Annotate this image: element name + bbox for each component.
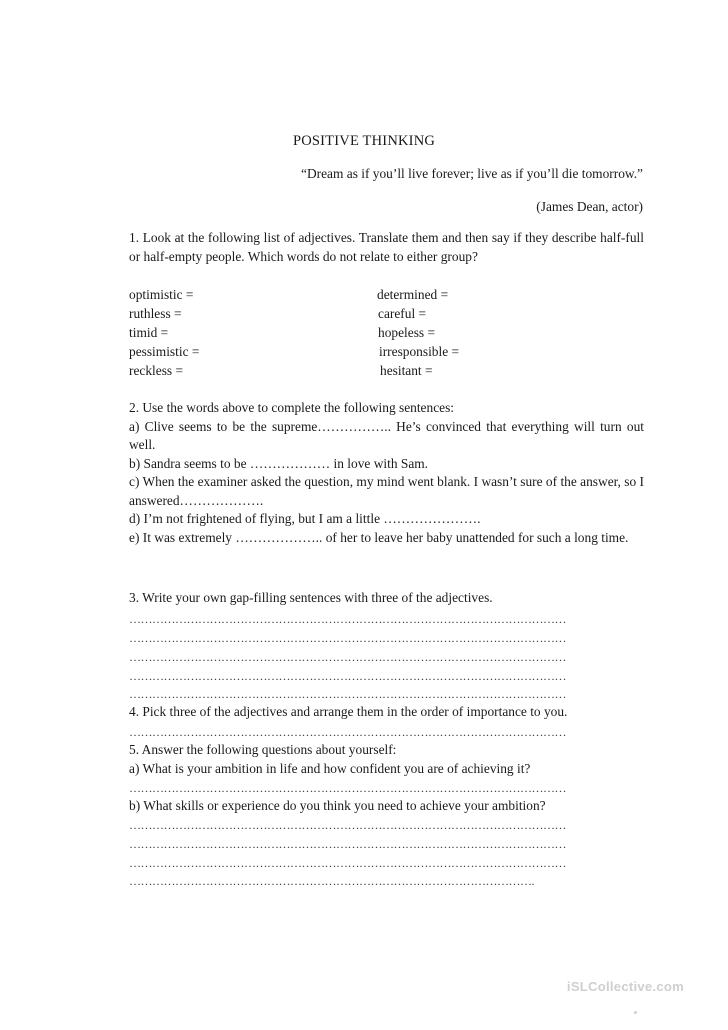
adjective-item: pessimistic = bbox=[129, 344, 200, 359]
exercise-5 bbox=[129, 741, 644, 778]
adjective-item: hopeless = bbox=[378, 325, 436, 340]
adjective-item: timid = bbox=[129, 325, 169, 340]
adjective-item: careful = bbox=[378, 306, 427, 321]
answer-line[interactable]: …………………………………………………………………………………………………… bbox=[129, 818, 566, 832]
exercise-1-instructions: 1. Look at the following list of adjectives. Translate them and then say if they describe half-full or half-empty people. Which words do not relate to either group? bbox=[129, 230, 644, 264]
answer-line[interactable]: ……………………………………………………………………………………………. bbox=[129, 874, 534, 888]
answer-line[interactable]: …………………………………………………………………………………………………… bbox=[129, 650, 566, 664]
sentence-b: b) Sandra seems to be ……………… in love with Sam. bbox=[129, 455, 429, 471]
quote: “Dream as if you’ll live forever; live as if you’ll die tomorrow.” bbox=[301, 166, 643, 181]
adjective-item: optimistic = bbox=[129, 287, 194, 302]
answer-line[interactable]: …………………………………………………………………………………………………… bbox=[129, 669, 566, 683]
question-a: a) What is your ambition in life and how confident you are of achieving it? bbox=[129, 760, 531, 776]
exercise-5-heading: 5. Answer the following questions about yourself: bbox=[129, 742, 397, 757]
answer-line[interactable]: …………………………………………………………………………………………………… bbox=[129, 631, 566, 645]
exercise-4-instructions: 4. Pick three of the adjectives and arrange them in the order of importance to you. bbox=[129, 704, 568, 719]
sentence-a: a) Clive seems to be the supreme…………….. He’s convinced that everything will turn out well. bbox=[129, 418, 644, 452]
page-title: POSITIVE THINKING bbox=[292, 133, 436, 149]
sentence-c: c) When the examiner asked the question, my mind went blank. I wasn’t sure of the answer, so I answered………………. bbox=[129, 474, 644, 508]
answer-line[interactable]: …………………………………………………………………………………………………… bbox=[129, 856, 566, 870]
question-b: b) What skills or experience do you think you need to achieve your ambition? bbox=[129, 798, 546, 813]
adjective-item: ruthless = bbox=[129, 306, 182, 321]
decorative-dot bbox=[634, 1011, 637, 1014]
adjective-list-left bbox=[129, 285, 199, 380]
adjective-item: irresponsible = bbox=[379, 344, 460, 359]
answer-line[interactable]: …………………………………………………………………………………………………… bbox=[129, 612, 566, 626]
adjective-list-right bbox=[377, 285, 459, 380]
answer-line[interactable]: …………………………………………………………………………………………………… bbox=[129, 781, 566, 795]
answer-line[interactable]: …………………………………………………………………………………………………… bbox=[129, 837, 566, 851]
watermark: iSLCollective.com bbox=[566, 979, 684, 994]
answer-line[interactable]: …………………………………………………………………………………………………… bbox=[129, 687, 566, 701]
sentence-e: e) It was extremely ……………….. of her to leave her baby unattended for such a long time. bbox=[129, 529, 629, 545]
adjective-item: determined = bbox=[377, 287, 449, 302]
answer-line[interactable]: …………………………………………………………………………………………………… bbox=[129, 725, 566, 739]
adjective-item: reckless = bbox=[129, 363, 184, 378]
sentence-d: d) I’m not frightened of flying, but I am a little …………………. bbox=[129, 511, 481, 526]
adjective-item: hesitant = bbox=[380, 363, 433, 378]
quote-author: (James Dean, actor) bbox=[536, 199, 643, 214]
exercise-2-heading: 2. Use the words above to complete the following sentences: bbox=[129, 400, 455, 415]
exercise-2 bbox=[129, 399, 644, 547]
exercise-3-instructions: 3. Write your own gap-filling sentences with three of the adjectives. bbox=[129, 590, 493, 605]
